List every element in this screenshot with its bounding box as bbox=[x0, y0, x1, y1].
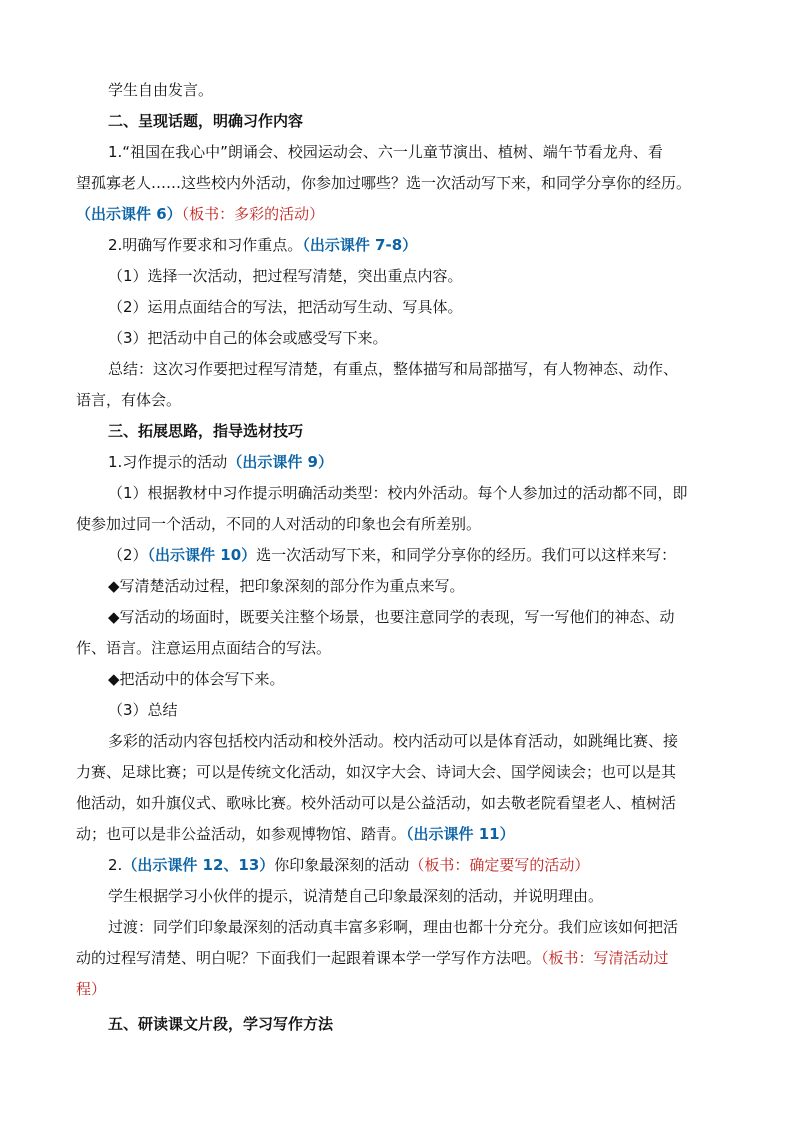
bullet-item: ◆把活动中的体会写下来。 bbox=[108, 670, 285, 688]
document-page bbox=[76, 75, 722, 1040]
paragraph-continuation: 他活动，如升旗仪式、歌咏比赛。校外活动可以是公益活动，如去敬老院看望老人、植树活 bbox=[76, 794, 677, 812]
courseware-ref: （出示课件 11） bbox=[406, 825, 515, 843]
paragraph-continuation: 语言，有体会。 bbox=[76, 391, 182, 409]
paragraph-continuation: 使参加过同一个活动，不同的人对活动的印象也会有所差别。 bbox=[76, 515, 482, 533]
blackboard-note: （板书：写清活动过 bbox=[541, 949, 669, 967]
paragraph: 学生自由发言。 bbox=[108, 81, 214, 99]
list-item: （1）选择一次活动，把过程写清楚，突出重点内容。 bbox=[108, 267, 463, 285]
bullet-item: ◆写活动的场面时，既要关注整个场景，也要注意同学的表现，写一写他们的神态、动 bbox=[108, 608, 675, 626]
paragraph-continuation: 动的过程写清楚、明白呢？下面我们一起跟着课本学一学写作方法吧。（板书：写清活动过 bbox=[76, 949, 669, 967]
paragraph: 过渡：同学们印象最深刻的活动真丰富多彩啊，理由也都十分充分。我们应该如何把活 bbox=[108, 918, 679, 936]
courseware-ref: （出示课件 10） bbox=[147, 546, 257, 564]
list-item: （3）把活动中自己的体会或感受写下来。 bbox=[108, 329, 388, 347]
paragraph-continuation bbox=[76, 974, 722, 1005]
paragraph: 学生根据学习小伙伴的提示，说清楚自己印象最深刻的活动，并说明理由。 bbox=[108, 887, 604, 905]
paragraph-continuation: 作、语言。注意运用点面结合的写法。 bbox=[76, 639, 332, 657]
courseware-ref: （出示课件 9） bbox=[227, 453, 333, 471]
paragraph: 多彩的活动内容包括校内活动和校外活动。校内活动可以是体育活动，如跳绳比赛、接 bbox=[108, 732, 679, 750]
paragraph: 2.（出示课件 12、13）你印象最深刻的活动（板书：确定要写的活动） bbox=[108, 856, 590, 874]
bullet-item: ◆写清楚活动过程，把印象深刻的部分作为重点来写。 bbox=[108, 577, 465, 595]
paragraph: 1.习作提示的活动（出示课件 9） bbox=[108, 453, 333, 471]
paragraph-continuation: 望孤寡老人……这些校内外活动，你参加过哪些？选一次活动写下来，和同学分享你的经历。 bbox=[76, 174, 692, 192]
courseware-ref: （出示课件 12、13） bbox=[122, 856, 275, 874]
paragraph-continuation: 力赛、足球比赛；可以是传统文化活动，如汉字大会、诗词大会、国学阅读会；也可以是其 bbox=[76, 763, 677, 781]
list-item: （3）总结 bbox=[108, 701, 178, 719]
paragraph: （1）根据教材中习作提示明确活动类型：校内外活动。每个人参加过的活动都不同，即 bbox=[108, 484, 688, 502]
courseware-ref: （出示课件 7-8） bbox=[302, 236, 418, 254]
paragraph: （2）（出示课件 10）选一次活动写下来，和同学分享你的经历。我们可以这样来写： bbox=[108, 546, 677, 564]
paragraph-continuation: 动；也可以是非公益活动，如参观博物馆、踏青。（出示课件 11） bbox=[76, 825, 515, 843]
blackboard-note: 程） bbox=[76, 980, 107, 998]
paragraph-continuation bbox=[76, 199, 722, 230]
blackboard-note: （板书：多彩的活动） bbox=[181, 205, 325, 223]
paragraph: 总结：这次习作要把过程写清楚，有重点，整体描写和局部描写，有人物神态、动作、 bbox=[108, 360, 679, 378]
blackboard-note: （板书：确定要写的活动） bbox=[409, 856, 590, 874]
list-item: （2）运用点面结合的写法，把活动写生动、写具体。 bbox=[108, 298, 463, 316]
paragraph: 1.“祖国在我心中”朗诵会、校园运动会、六一儿童节演出、植树、端午节看龙舟、看 bbox=[108, 143, 663, 161]
paragraph: 2.明确写作要求和习作重点。（出示课件 7-8） bbox=[108, 236, 418, 254]
section-heading: 三、拓展思路，指导选材技巧 bbox=[108, 422, 304, 440]
section-heading: 五、研读课文片段，学习写作方法 bbox=[108, 1015, 334, 1033]
courseware-ref: （出示课件 6） bbox=[76, 205, 182, 223]
section-heading: 二、呈现话题，明确习作内容 bbox=[108, 112, 304, 130]
